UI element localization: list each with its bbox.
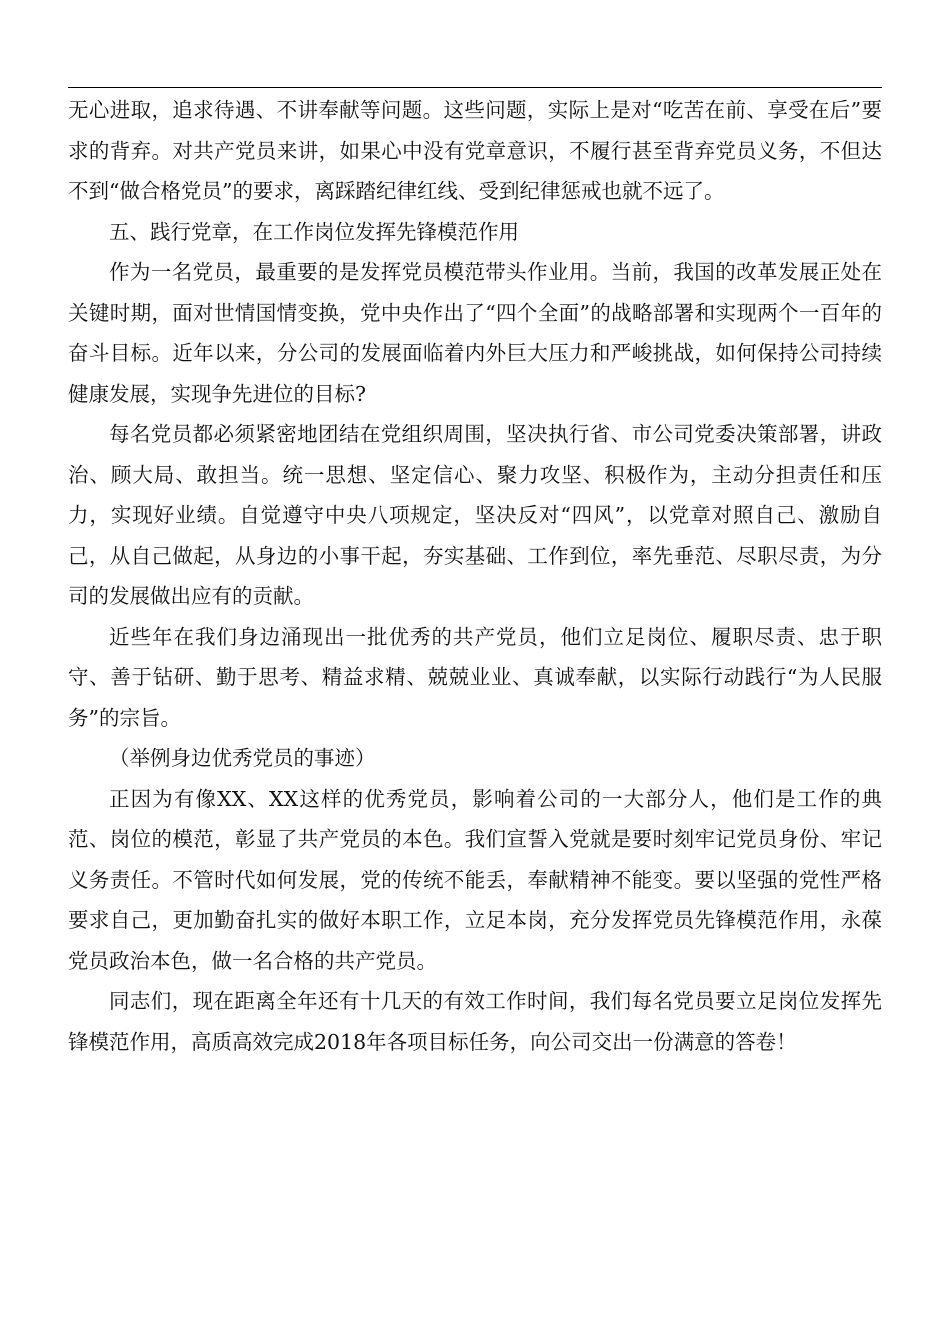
paragraph-note: （举例身边优秀党员的事迹） xyxy=(109,746,376,770)
paragraph: 近些年在我们身边涌现出一批优秀的共产党员，他们立足岗位、履职尽责、忠于职守、善于钻研、勤于思考、精益求精、兢兢业业、真诚奉献，以实际行动践行“为人民服务”的宗旨。 xyxy=(68,624,882,730)
paragraph: 正因为有像XX、XX这样的优秀党员，影响着公司的一大部分人，他们是工作的典范、岗位的模范，彰显了共产党员的本色。我们宣誓入党就是要时刻牢记党员身份、牢记义务责任。不管时代如何发展，党的传统不能丢，奉献精神不能变。要以坚强的党性严格要求自己，更加勤奋扎实的做好本职工作，立足本岗，充分发挥党员先锋模范作用，永葆党员政治本色，做一名合格的共产党员。 xyxy=(68,786,882,973)
paragraph-continuation: 无心进取，追求待遇、不讲奉献等问题。这些问题，实际上是对“吃苦在前、享受在后”要求的背弃。对共产党员来讲，如果心中没有党章意识，不履行甚至背弃党员义务，不但达不到“做合格党员”的要求，离踩踏纪律红线、受到纪律惩戒也就不远了。 xyxy=(68,98,882,203)
paragraph: 每名党员都必须紧密地团结在党组织周围，坚决执行省、市公司党委决策部署，讲政治、顾大局、敢担当。统一思想、坚定信心、聚力攻坚、积极作为，主动分担责任和压力，实现好业绩。自觉遵守中央八项规定，坚决反对“四风”，以党章对照自己、激励自己，从自己做起，从身边的小事干起，夯实基础、工作到位，率先垂范、尽职尽责，为分司的发展做出应有的贡献。 xyxy=(68,422,882,608)
paragraph-closing: 同志们，现在距离全年还有十几天的有效工作时间，我们每名党员要立足岗位发挥先锋模范作用，高质高效完成2018年各项目标任务，向公司交出一份满意的答卷！ xyxy=(68,989,882,1054)
document-body xyxy=(68,90,882,1062)
paragraph: 作为一名党员，最重要的是发挥党员模范带头作业用。当前，我国的改革发展正处在关键时期，面对世情国情变换，党中央作出了“四个全面”的战略部署和实现两个一百年的奋斗目标。近年以来，分公司的发展面临着内外巨大压力和严峻挑战，如何保持公司持续健康发展，实现争先进位的目标? xyxy=(68,260,882,406)
section-heading: 五、践行党章，在工作岗位发挥先锋模范作用 xyxy=(109,219,519,244)
header-rule xyxy=(68,87,882,88)
